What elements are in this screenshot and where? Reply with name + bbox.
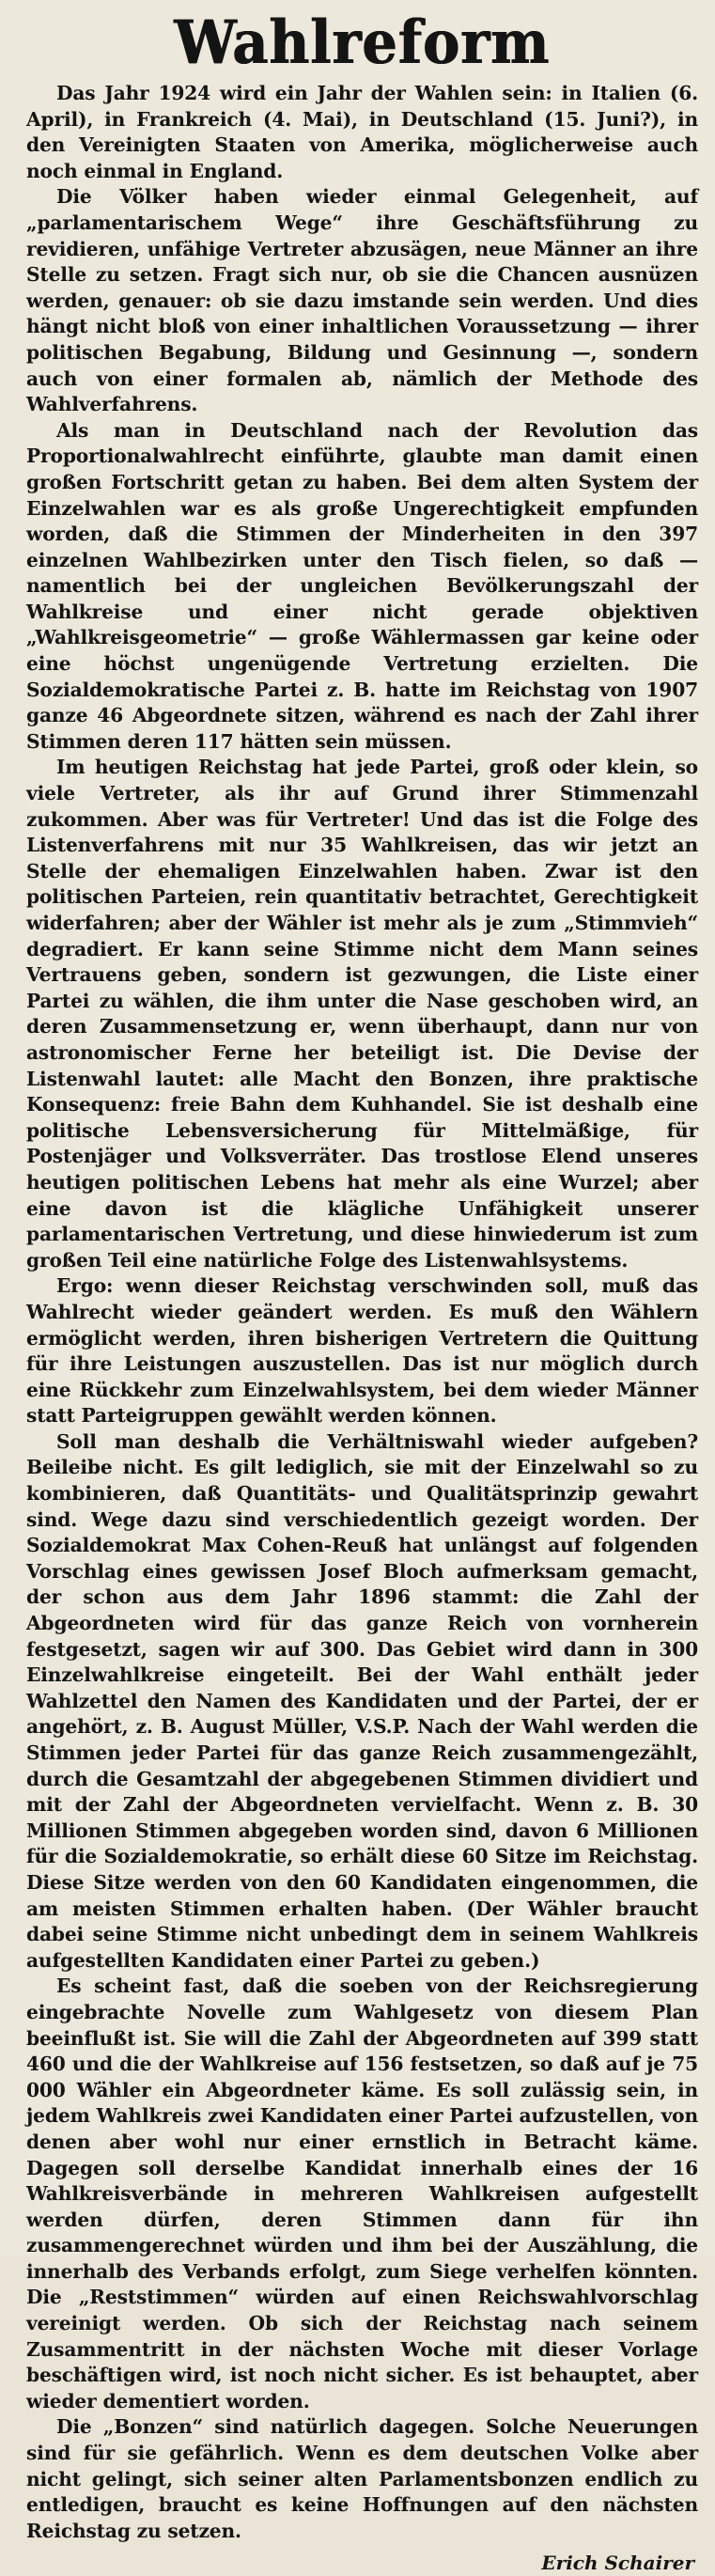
article-headline: Wahlreform [174,8,551,78]
article-paragraph: Die „Bonzen“ sind natürlich dagegen. Solche Neuerungen sind für sie gefährlich. Wenn es dem deutschen Volke aber nicht gelingt, sich seiner alten Parlamentsbonzen endlich zu entledigen, braucht es keine Hoffnungen auf den nächsten Reichstag zu setzen. [26,2415,698,2542]
article-paragraph: Ergo: wenn dieser Reichstag verschwinden soll, muß das Wahlrecht wieder geändert werden. Es muß den Wählern ermöglicht werden, ihren bisherigen Vertretern die Quittung für ihre Leistungen auszustellen. Das ist nur möglich durch eine Rückkehr zum Einzelwahlsystem, bei dem wieder Männer statt Parteigruppen gewählt werden können. [26,1274,698,1428]
author-signature: Erich Schairer [541,2552,694,2575]
article-paragraph: Im heutigen Reichstag hat jede Partei, groß oder klein, so viele Vertreter, als ihr auf Grund ihrer Stimmenzahl zukommen. Aber was für Vertreter! Und das ist die Folge des Listenverfahrens mit nur 35 Wahlkreisen, das wir jetzt an Stelle der ehemaligen Einzelwahlen haben. Zwar ist den politischen Parteien, rein quantitativ betrachtet, Gerechtigkeit widerfahren; aber der Wähler ist mehr als je zum „Stimmvieh“ degradiert. Er kann seine Stimme nicht dem Mann seines Vertrauens geben, sondern ist gezwungen, die Liste einer Partei zu wählen, die ihm unter die Nase geschoben wird, an deren Zusammensetzung er, wenn überhaupt, dann nur von astronomischer Ferne her beteiligt ist. Die Devise der Listenwahl lautet: alle Macht den Bonzen, ihre praktische Konsequenz: freie Bahn dem Kuhhandel. Sie ist deshalb eine politische Lebensversicherung für Mittelmäßige, für Postenjäger und Volksverräter. Das trostlose Elend unseres heutigen politischen Lebens hat mehr als eine Wurzel; aber eine davon ist die klägliche Unfähigkeit unserer parlamentarischen Vertretung, und diese hinwiederum ist zum großen Teil eine natürliche Folge des Listenwahlsystems. [26,756,698,1272]
article-body [26,81,698,2544]
article-paragraph: Das Jahr 1924 wird ein Jahr der Wahlen sein: in Italien (6. April), in Frankreich (4. Mai), in Deutschland (15. Juni?), in den Vereinigten Staaten von Amerika, möglicherweise auch noch einmal in England. [26,82,698,182]
article-paragraph: Soll man deshalb die Verhältniswahl wieder aufgeben? Beileibe nicht. Es gilt lediglich, sie mit der Einzelwahl so zu kombinieren, daß Quantitäts- und Qualitätsprinzip gewahrt sind. Wege dazu sind verschiedentlich gezeigt worden. Der Sozialdemokrat Max Cohen-Reuß hat unlängst auf folgenden Vorschlag eines gewissen Josef Bloch aufmerksam gemacht, der schon aus dem Jahr 1896 stammt: die Zahl der Abgeordneten wird für das ganze Reich von vornherein festgesetzt, sagen wir auf 300. Das Gebiet wird dann in 300 Einzelwahlkreise eingeteilt. Bei der Wahl enthält jeder Wahlzettel den Namen des Kandidaten und der Partei, der er angehört, z. B. August Müller, V.S.P. Nach der Wahl werden die Stimmen jeder Partei für das ganze Reich zusammengezählt, durch die Gesamtzahl der abgegebenen Stimmen dividiert und mit der Zahl der Abgeordneten vervielfacht. Wenn z. B. 30 Millionen Stimmen abgegeben worden sind, davon 6 Millionen für die Sozialdemokratie, so erhält diese 60 Sitze im Reichstag. Diese Sitze werden von den 60 Kandidaten eingenommen, die am meisten Stimmen erhalten haben. (Der Wähler braucht dabei seine Stimme nicht unbedingt dem in seinem Wahlkreis aufgestellten Kandidaten einer Partei zu geben.) [26,1429,698,1972]
article-paragraph: Die Völker haben wieder einmal Gelegenheit, auf „parlamentarischem Wege“ ihre Geschäftsführung zu revidieren, unfähige Vertreter abzusägen, neue Männer an ihre Stelle zu setzen. Fragt sich nur, ob sie die Chancen ausnüzen werden, genauer: ob sie dazu imstande sein werden. Und dies hängt nicht bloß von einer inhaltlichen Voraussetzung — ihrer politischen Begabung, Bildung und Gesinnung —, sondern auch von einer formalen ab, nämlich der Methode des Wahlverfahrens. [26,185,698,416]
article-paragraph: Es scheint fast, daß die soeben von der Reichsregierung eingebrachte Novelle zum Wahlgesetz von diesem Plan beeinflußt ist. Sie will die Zahl der Abgeordneten auf 399 statt 460 und die der Wahlkreise auf 156 festsetzen, so daß auf je 75 000 Wähler ein Abgeordneter käme. Es soll zulässig sein, in jedem Wahlkreis zwei Kandidaten einer Partei aufzustellen, von denen aber wohl nur einer ernstlich in Betracht käme. Dagegen soll derselbe Kandidat innerhalb eines der 16 Wahlkreisverbände in mehreren Wahlkreisen aufgestellt werden dürfen, deren Stimmen dann für ihn zusammengerechnet würden und ihm bei der Auszählung, die innerhalb des Verbands erfolgt, zum Siege verhelfen könnten. Die „Reststimmen“ würden auf einen Reichswahlvorschlag vereinigt werden. Ob sich der Reichstag nach seinem Zusammentritt in der nächsten Woche mit dieser Vorlage beschäftigen wird, ist noch nicht sicher. Es ist behauptet, aber wieder dementiert worden. [26,1975,698,2412]
article-paragraph: Als man in Deutschland nach der Revolution das Proportionalwahlrecht einführte, glaubte man damit einen großen Fortschritt getan zu haben. Bei dem alten System der Einzelwahlen war es als große Ungerechtigkeit empfunden worden, daß die Stimmen der Minderheiten in den 397 einzelnen Wahlbezirken unter den Tisch fielen, so daß — namentlich bei der ungleichen Bevölkerungszahl der Wahlkreise und einer nicht gerade objektiven „Wahlkreisgeometrie“ — große Wählermassen gar keine oder eine höchst ungenügende Vertretung erzielten. Die Sozialdemokratische Partei z. B. hatte im Reichstag von 1907 ganze 46 Abgeordnete sitzen, während es nach der Zahl ihrer Stimmen deren 117 hätten sein müssen. [26,418,698,753]
